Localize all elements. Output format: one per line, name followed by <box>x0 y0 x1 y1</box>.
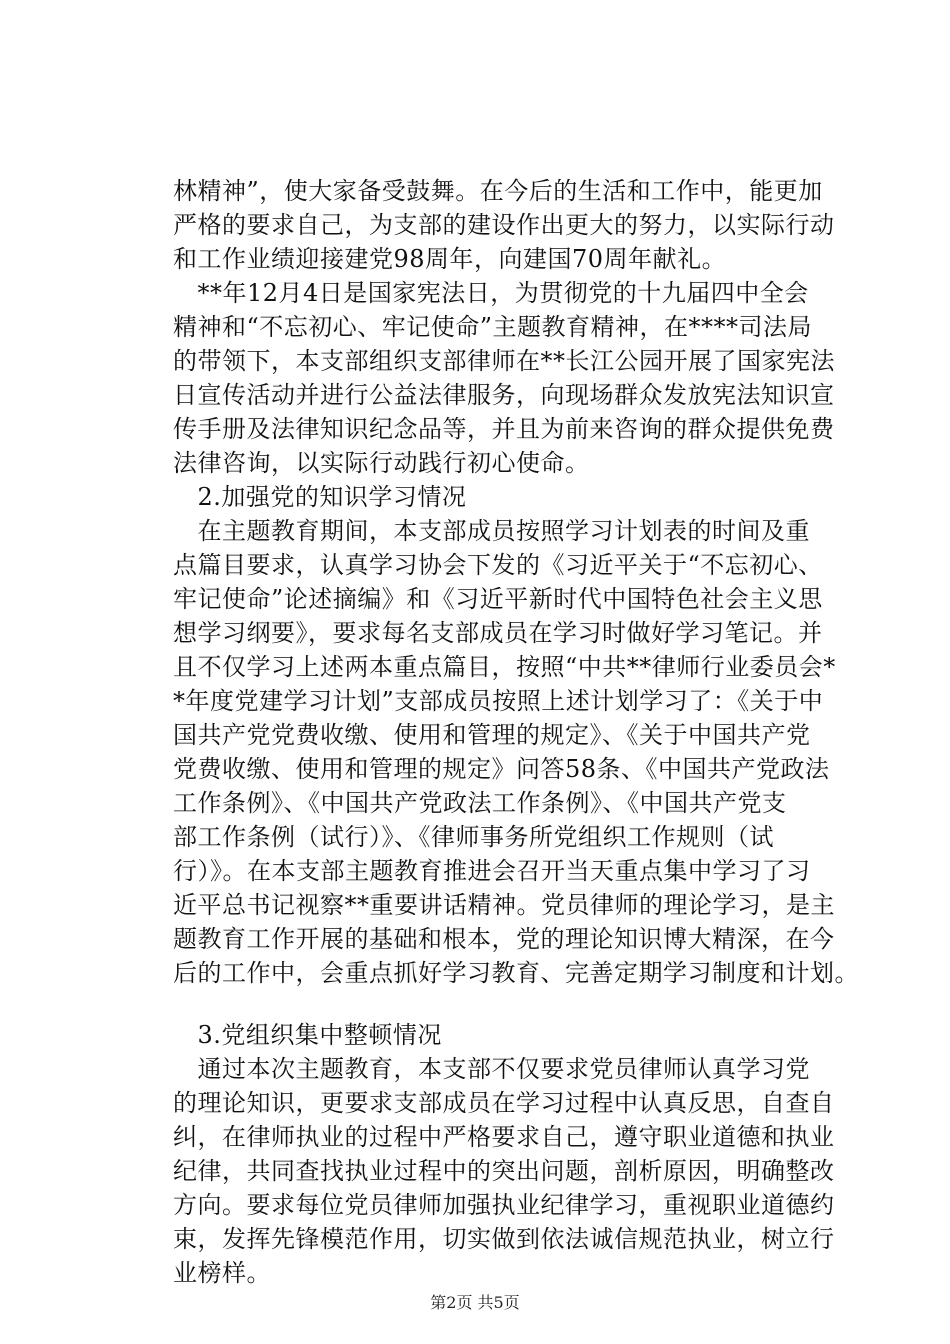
text-line: 纪律，共同查找执业过程中的突出问题，剖析原因，明确整改 <box>173 1157 835 1185</box>
text-line: 束，发挥先锋模范作用，切实做到依法诚信规范执业，树立行 <box>173 1225 835 1253</box>
text-line: 严格的要求自己，为支部的建设作出更大的努力，以实际行动 <box>173 211 835 239</box>
page-number-footer: 第2页 共5页 <box>430 1293 520 1312</box>
text-line: 且不仅学习上述两本重点篇目，按照“中共**律师行业委员会* <box>173 653 836 681</box>
paragraph-gap <box>173 990 823 1018</box>
text-line: 业榜样。 <box>173 1259 271 1287</box>
paragraph-block-1 <box>173 174 859 990</box>
text-line: 日宣传活动并进行公益法律服务，向现场群众发放宪法知识宣 <box>173 381 835 409</box>
text-line: 法律咨询，以实际行动践行初心使命。 <box>173 449 590 477</box>
text-line: 部工作条例（试行）》、《律师事务所党组织工作规则（试 <box>173 823 774 851</box>
text-line: 后的工作中，会重点抓好学习教育、完善定期学习制度和计划。 <box>173 959 859 987</box>
text-line: **年12月4日是国家宪法日，为贯彻党的十九届四中全会 <box>173 279 809 307</box>
text-line: 点篇目要求，认真学习协会下发的《习近平关于“不忘初心、 <box>173 551 823 579</box>
text-line: 传手册及法律知识纪念品等，并且为前来咨询的群众提供免费 <box>173 415 835 443</box>
text-line: 的带领下，本支部组织支部律师在**长江公园开展了国家宪法 <box>173 347 835 375</box>
document-body <box>173 174 859 1290</box>
text-line: 近平总书记视察**重要讲话精神。党员律师的理论学习，是主 <box>173 891 835 919</box>
text-line: 纠，在律师执业的过程中严格要求自己，遵守职业道德和执业 <box>173 1123 835 1151</box>
text-line: 和工作业绩迎接建党98周年，向建国70周年献礼。 <box>173 245 727 273</box>
text-line: 方向。要求每位党员律师加强执业纪律学习，重视职业道德约 <box>173 1191 835 1219</box>
paragraph-block-2 <box>173 1018 835 1290</box>
text-line: 在主题教育期间，本支部成员按照学习计划表的时间及重 <box>173 517 810 545</box>
text-line: 想学习纲要》，要求每名支部成员在学习时做好学习笔记。并 <box>173 619 823 647</box>
text-line: 的理论知识，更要求支部成员在学习过程中认真反思，自查自 <box>173 1089 835 1117</box>
text-line: 国共产党党费收缴、使用和管理的规定》、《关于中国共产党 <box>173 721 811 749</box>
text-line: 题教育工作开展的基础和根本，党的理论知识博大精深，在今 <box>173 925 835 953</box>
text-line: 党费收缴、使用和管理的规定》问答58条、《中国共产党政法 <box>173 755 830 783</box>
text-line: 林精神”，使大家备受鼓舞。在今后的生活和工作中，能更加 <box>173 177 823 205</box>
text-line: *年度党建学习计划”支部成员按照上述计划学习了：《关于中 <box>173 687 824 715</box>
text-line: 2.加强党的知识学习情况 <box>173 483 467 511</box>
text-line: 精神和“不忘初心、牢记使命”主题教育精神，在****司法局 <box>173 313 813 341</box>
text-line: 通过本次主题教育，本支部不仅要求党员律师认真学习党 <box>173 1055 810 1083</box>
text-line: 3.党组织集中整顿情况 <box>173 1021 442 1049</box>
text-line: 牢记使命”论述摘编》和《习近平新时代中国特色社会主义思 <box>173 585 823 613</box>
text-line: 行）》。在本支部主题教育推进会召开当天重点集中学习了习 <box>173 857 811 885</box>
text-line: 工作条例》、《中国共产党政法工作条例》、《中国共产党支 <box>173 789 787 817</box>
